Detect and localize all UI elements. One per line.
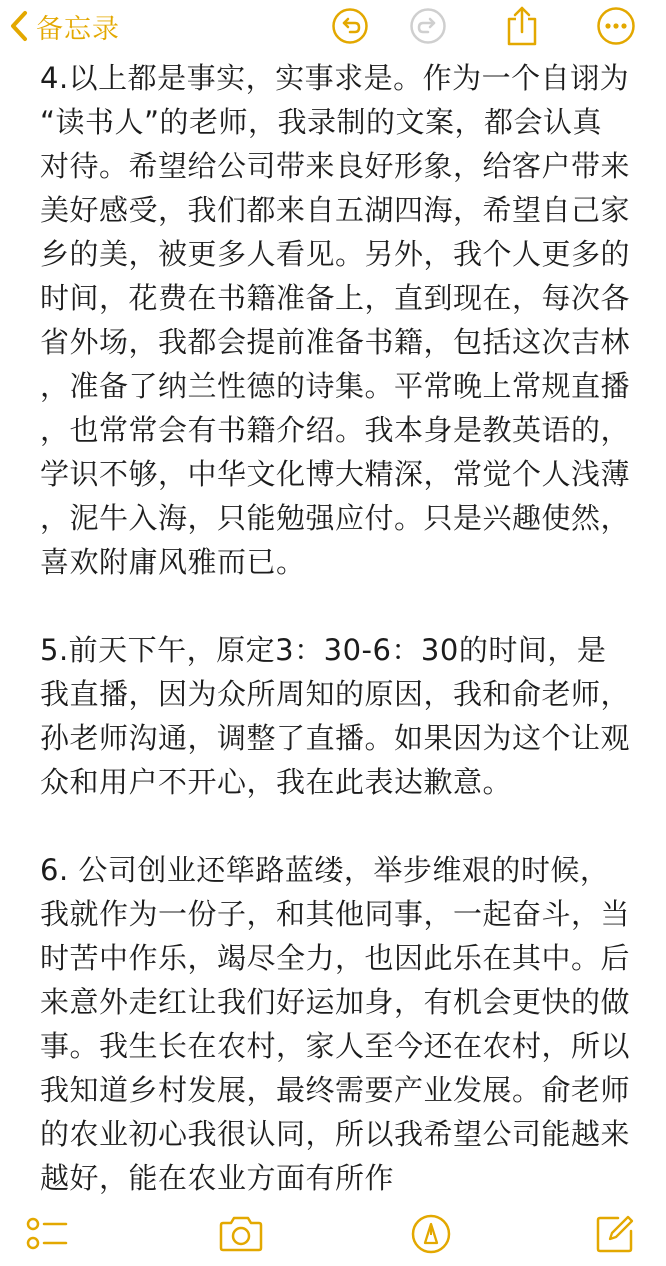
undo-button[interactable] — [328, 6, 372, 50]
checklist-button[interactable] — [22, 1214, 72, 1258]
compose-icon — [594, 1213, 636, 1259]
bottom-toolbar — [0, 1206, 666, 1266]
checklist-icon — [24, 1214, 70, 1258]
note-paragraph-5: 5.前天下午，原定3：30-6：30的时间，是我直播，因为众所周知的原因，我和俞老师，孙老师沟通，调整了直播。如果因为这个让观众和用户不开心，我在此表达歉意。 — [40, 633, 630, 799]
redo-button[interactable] — [406, 6, 450, 50]
more-icon — [596, 6, 636, 50]
redo-icon — [409, 7, 447, 49]
share-icon — [504, 5, 540, 51]
chevron-left-icon — [8, 10, 30, 42]
compose-button[interactable] — [590, 1214, 640, 1258]
back-label: 备忘录 — [36, 13, 120, 45]
note-paragraph-6: 6. 公司创业还筚路蓝缕，举步维艰的时候，我就作为一份子，和其他同事，一起奋斗，当时苦中作乐，竭尽全力，也因此乐在其中。后来意外走红让我们好运加身，有机会更快的做事。我生长在农村，家人至今还在农村，所以我知道乡村发展，最终需要产业发展。俞老师的农业初心我很认同，所以我希望公司能越来越好，能在农业方面有所作 — [40, 853, 630, 1195]
note-body[interactable] — [40, 56, 630, 1206]
note-paragraph-4: 4.以上都是事实，实事求是。作为一个自诩为“读书人”的老师，我录制的文案，都会认真对待。希望给公司带来良好形象，给客户带来美好感受，我们都来自五湖四海，希望自己家乡的美，被更多人看见。另外，我个人更多的时间，花费在书籍准备上，直到现在，每次各省外场，我都会提前准备书籍，包括这次吉林，准备了纳兰性德的诗集。平常晚上常规直播，也常常会有书籍介绍。我本身是教英语的，学识不够，中华文化博大精深，常觉个人浅薄，泥牛入海，只能勉强应付。只是兴趣使然，喜欢附庸风雅而已。 — [40, 61, 630, 579]
undo-icon — [331, 7, 369, 49]
more-button[interactable] — [594, 6, 638, 50]
back-button[interactable] — [8, 6, 120, 46]
camera-button[interactable] — [216, 1214, 266, 1258]
markup-button[interactable] — [406, 1214, 456, 1258]
camera-icon — [217, 1215, 265, 1257]
share-button[interactable] — [500, 6, 544, 50]
markup-icon — [410, 1213, 452, 1259]
navigation-bar — [0, 0, 666, 56]
